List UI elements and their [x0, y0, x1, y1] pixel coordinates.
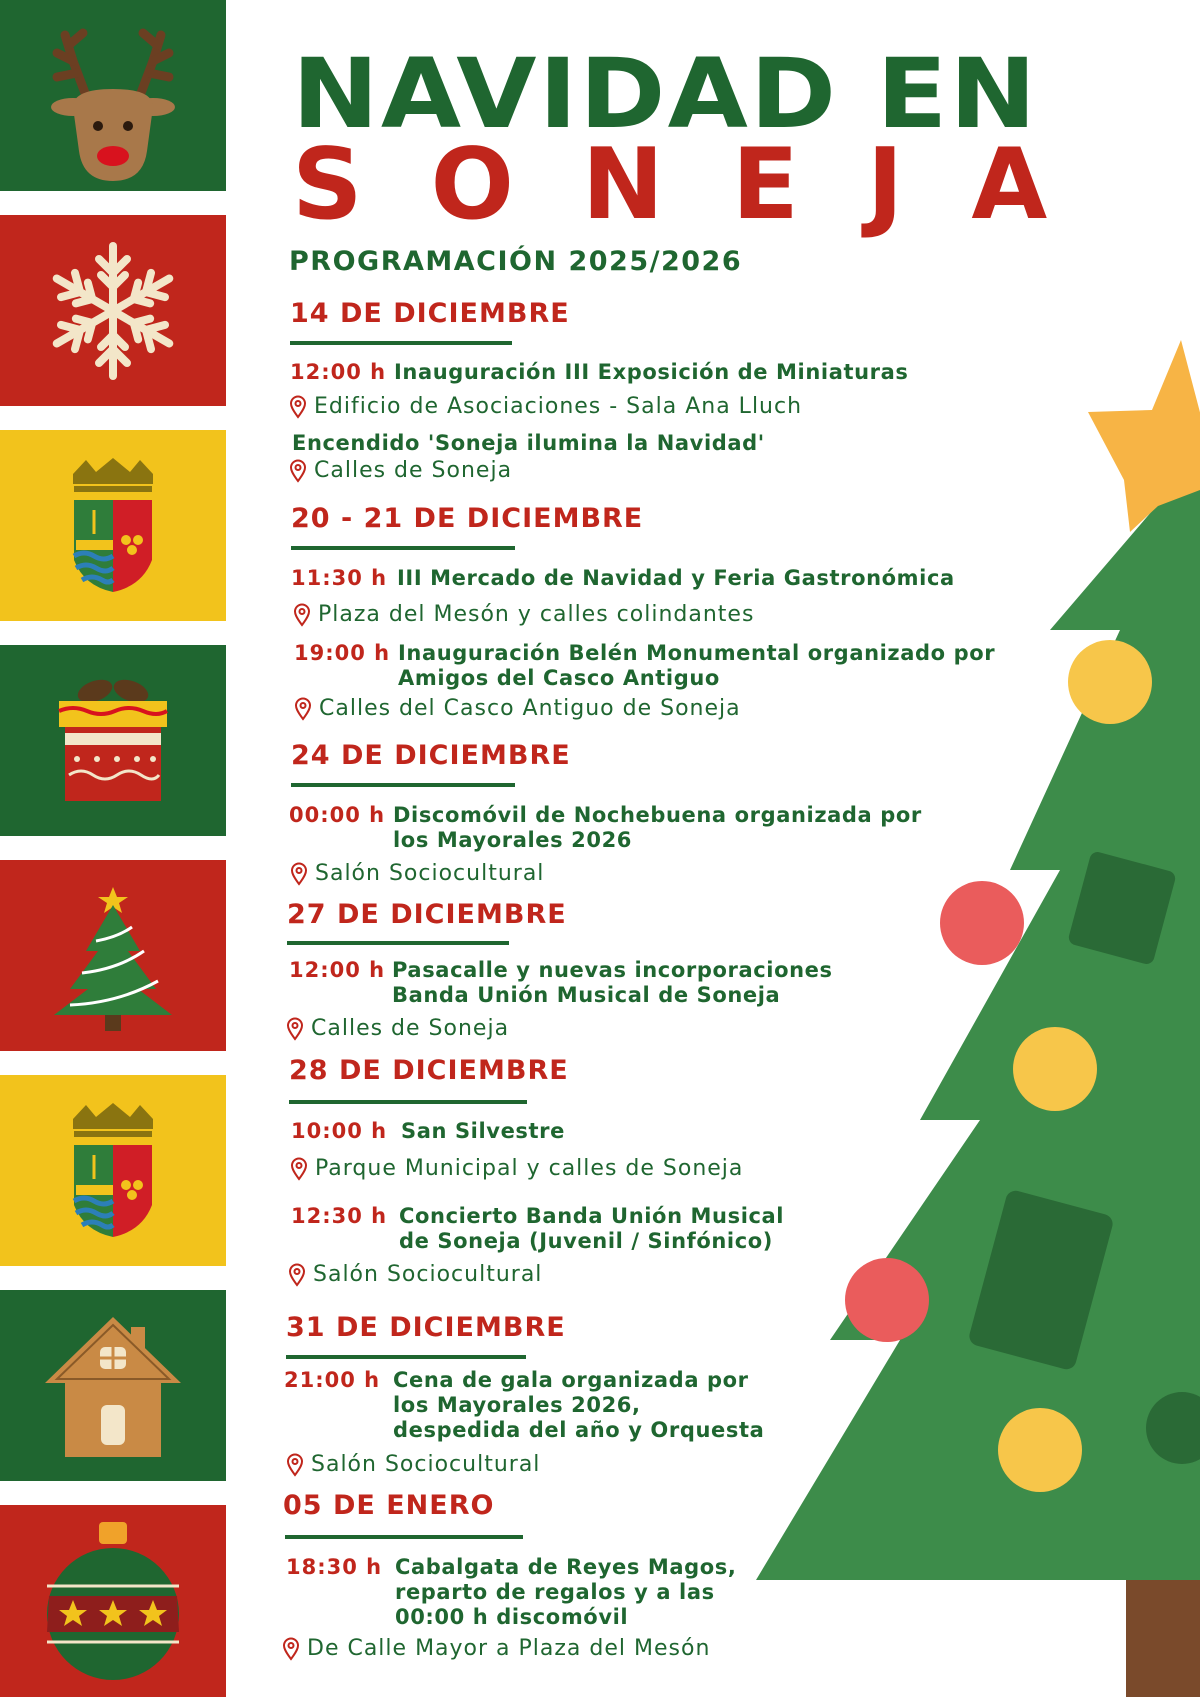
location-label: Salón Sociocultural — [311, 1452, 541, 1477]
location-pin-icon — [288, 395, 308, 419]
snowflake-icon — [43, 236, 183, 386]
day-divider — [290, 341, 512, 345]
event-time: 12:30 h — [291, 1204, 388, 1228]
tile-christmas-tree — [0, 860, 226, 1051]
day-divider — [289, 1100, 527, 1104]
tile-ornament — [0, 1505, 226, 1697]
day-divider — [286, 1355, 526, 1359]
location-label: De Calle Mayor a Plaza del Mesón — [307, 1636, 711, 1661]
day-divider — [291, 546, 515, 550]
day-divider — [285, 1535, 523, 1539]
day-heading: 24 DE DICIEMBRE — [291, 740, 571, 771]
event-location — [285, 1016, 509, 1041]
day-heading: 27 DE DICIEMBRE — [287, 899, 567, 930]
event-location — [285, 1452, 540, 1477]
location-pin-icon — [288, 459, 308, 483]
day-heading: 14 DE DICIEMBRE — [290, 298, 570, 329]
gift-icon — [53, 671, 173, 811]
event-title: Pasacalle y nuevas incorporaciones Banda Unión Musical de Soneja — [392, 958, 833, 1007]
location-label: Calles de Soneja — [314, 458, 513, 483]
location-pin-icon — [281, 1637, 301, 1661]
coat-of-arms-icon — [68, 456, 158, 596]
event-time: 00:00 h — [289, 803, 386, 827]
event-title: Cena de gala organizada por los Mayorales 2026, despedida del año y Orquesta — [393, 1368, 765, 1442]
tile-gingerbread-house — [0, 1290, 226, 1481]
location-pin-icon — [285, 1017, 305, 1041]
coat-of-arms-icon — [68, 1101, 158, 1241]
event-title: Inauguración Belén Monumental organizado por Amigos del Casco Antiguo — [398, 641, 996, 690]
location-pin-icon — [289, 862, 309, 886]
event-location — [292, 602, 754, 627]
day-divider — [291, 783, 515, 787]
day-heading: 20 - 21 DE DICIEMBRE — [291, 503, 644, 534]
gingerbread-house-icon — [43, 1311, 183, 1461]
location-pin-icon — [289, 1157, 309, 1181]
tile-reindeer — [0, 0, 226, 191]
event-time: 18:30 h — [286, 1555, 383, 1579]
event-title: Cabalgata de Reyes Magos, reparto de regalos y a las 00:00 h discomóvil — [395, 1555, 737, 1629]
tile-snowflake — [0, 215, 226, 406]
event-time: 10:00 h — [291, 1119, 388, 1143]
location-label: Salón Sociocultural — [313, 1262, 543, 1287]
event-location — [288, 394, 802, 419]
event-title: Concierto Banda Unión Musical de Soneja (Juvenil / Sinfónico) — [399, 1204, 785, 1253]
program-subtitle: PROGRAMACIÓN 2025/2026 — [289, 246, 743, 277]
tile-coat-of-arms-2 — [0, 1075, 226, 1266]
event-title: III Mercado de Navidad y Feria Gastronómica — [397, 566, 955, 590]
day-heading: 05 DE ENERO — [283, 1490, 495, 1521]
ornament-icon — [43, 1516, 183, 1686]
location-pin-icon — [293, 697, 313, 721]
christmas-tree-icon — [48, 881, 178, 1031]
day-heading: 28 DE DICIEMBRE — [289, 1055, 569, 1086]
event-title: Inauguración III Exposición de Miniaturas — [394, 360, 909, 384]
title-line-2: SONEJA — [292, 128, 1116, 242]
location-label: Plaza del Mesón y calles colindantes — [318, 602, 755, 627]
location-label: Calles del Casco Antiguo de Soneja — [319, 696, 741, 721]
location-label: Salón Sociocultural — [315, 861, 545, 886]
event-location — [289, 861, 544, 886]
event-location — [293, 696, 741, 721]
location-label: Parque Municipal y calles de Soneja — [315, 1156, 744, 1181]
event-location — [287, 1262, 542, 1287]
event-location — [288, 458, 512, 483]
tile-coat-of-arms — [0, 430, 226, 621]
location-label: Calles de Soneja — [311, 1016, 510, 1041]
event-title: Encendido 'Soneja ilumina la Navidad' — [292, 431, 765, 455]
day-divider — [287, 941, 509, 945]
event-location — [289, 1156, 743, 1181]
event-title: Discomóvil de Nochebuena organizada por los Mayorales 2026 — [393, 803, 922, 852]
location-pin-icon — [285, 1453, 305, 1477]
title-line-1: NAVIDAD EN — [292, 38, 1039, 150]
event-time: 19:00 h — [294, 641, 391, 665]
location-label: Edificio de Asociaciones - Sala Ana Lluch — [314, 394, 803, 419]
event-time: 12:00 h — [290, 360, 387, 384]
event-time: 11:30 h — [291, 566, 388, 590]
event-time: 21:00 h — [284, 1368, 381, 1392]
location-pin-icon — [287, 1263, 307, 1287]
day-heading: 31 DE DICIEMBRE — [286, 1312, 566, 1343]
reindeer-icon — [43, 11, 183, 181]
location-pin-icon — [292, 603, 312, 627]
christmas-tree-illustration — [750, 330, 1200, 1697]
event-time: 12:00 h — [289, 958, 386, 982]
tile-gift — [0, 645, 226, 836]
event-title: San Silvestre — [401, 1119, 565, 1143]
event-location — [281, 1636, 710, 1661]
